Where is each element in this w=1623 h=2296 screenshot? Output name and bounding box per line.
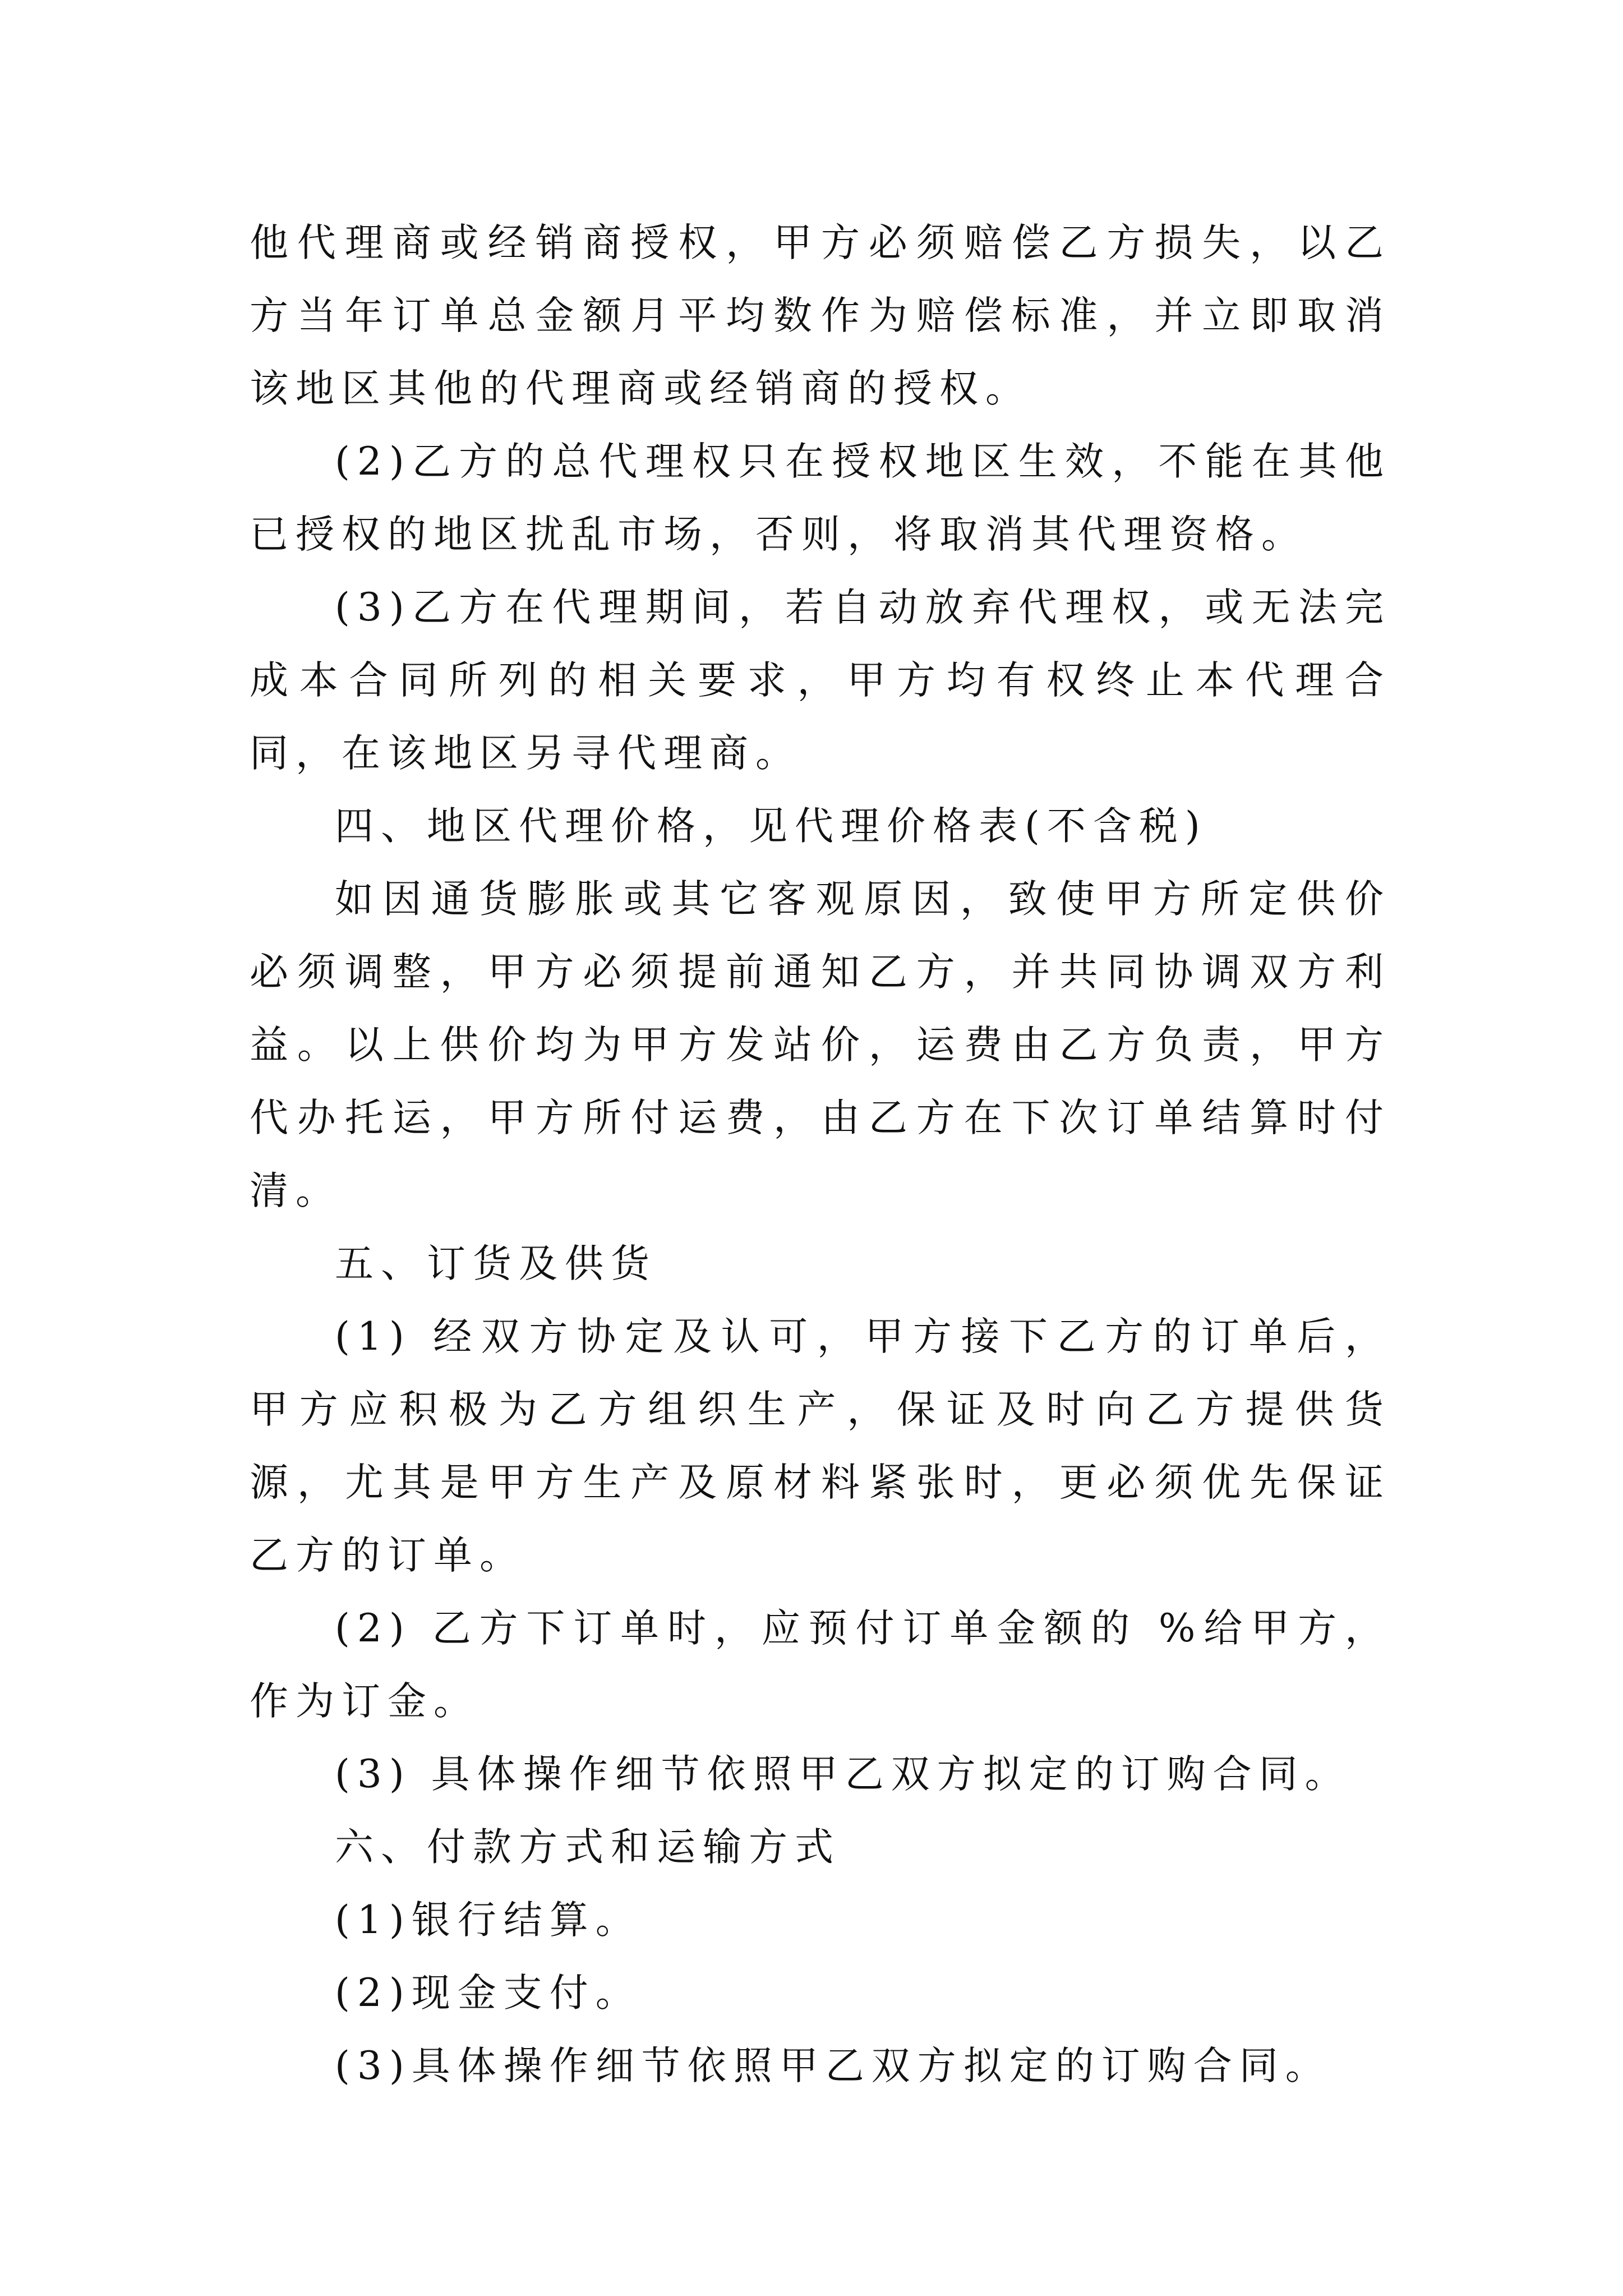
paragraph-clause-6-2: (2)现金支付。 — [335, 1971, 642, 2016]
paragraph-clause-5-2: (2) 乙方下订单时，应预付订单金额的 %给甲方，作为订金。 — [250, 1606, 1391, 1724]
paragraph-clause-6-3: (3)具体操作细节依照甲乙双方拟定的订购合同。 — [335, 2044, 1331, 2088]
section-heading-6: 六、付款方式和运输方式 — [335, 1825, 841, 1870]
document-body — [250, 206, 1391, 2102]
paragraph-clause-3-3: (3)乙方在代理期间，若自动放弃代理权，或无法完成本合同所列的相关要求，甲方均有权终止本代理合同，在该地区另寻代理商。 — [250, 585, 1391, 776]
paragraph-price-adjustment: 如因通货膨胀或其它客观原因，致使甲方所定供价必须调整，甲方必须提前通知乙方，并共同协调双方利益。以上供价均为甲方发站价，运费由乙方负责，甲方代办托运，甲方所付运费，由乙方在下次订单结算时付清。 — [250, 877, 1391, 1213]
paragraph-clause-5-1: (1) 经双方协定及认可，甲方接下乙方的订单后，甲方应积极为乙方组织生产，保证及时向乙方提供货源，尤其是甲方生产及原材料紧张时，更必须优先保证乙方的订单。 — [250, 1314, 1391, 1578]
section-heading-5: 五、订货及供货 — [335, 1241, 657, 1286]
paragraph-authorization-compensation: 他代理商或经销商授权，甲方必须赔偿乙方损失，以乙方当年订单总金额月平均数作为赔偿标准，并立即取消该地区其他的代理商或经销商的授权。 — [250, 220, 1391, 411]
paragraph-clause-6-1: (1)银行结算。 — [335, 1898, 642, 1943]
paragraph-clause-5-3: (3) 具体操作细节依照甲乙双方拟定的订购合同。 — [335, 1752, 1351, 1797]
paragraph-clause-3-2: (2)乙方的总代理权只在授权地区生效，不能在其他已授权的地区扰乱市场，否则，将取消其代理资格。 — [250, 439, 1391, 557]
section-heading-4: 四、地区代理价格，见代理价格表(不含税) — [335, 804, 1207, 849]
